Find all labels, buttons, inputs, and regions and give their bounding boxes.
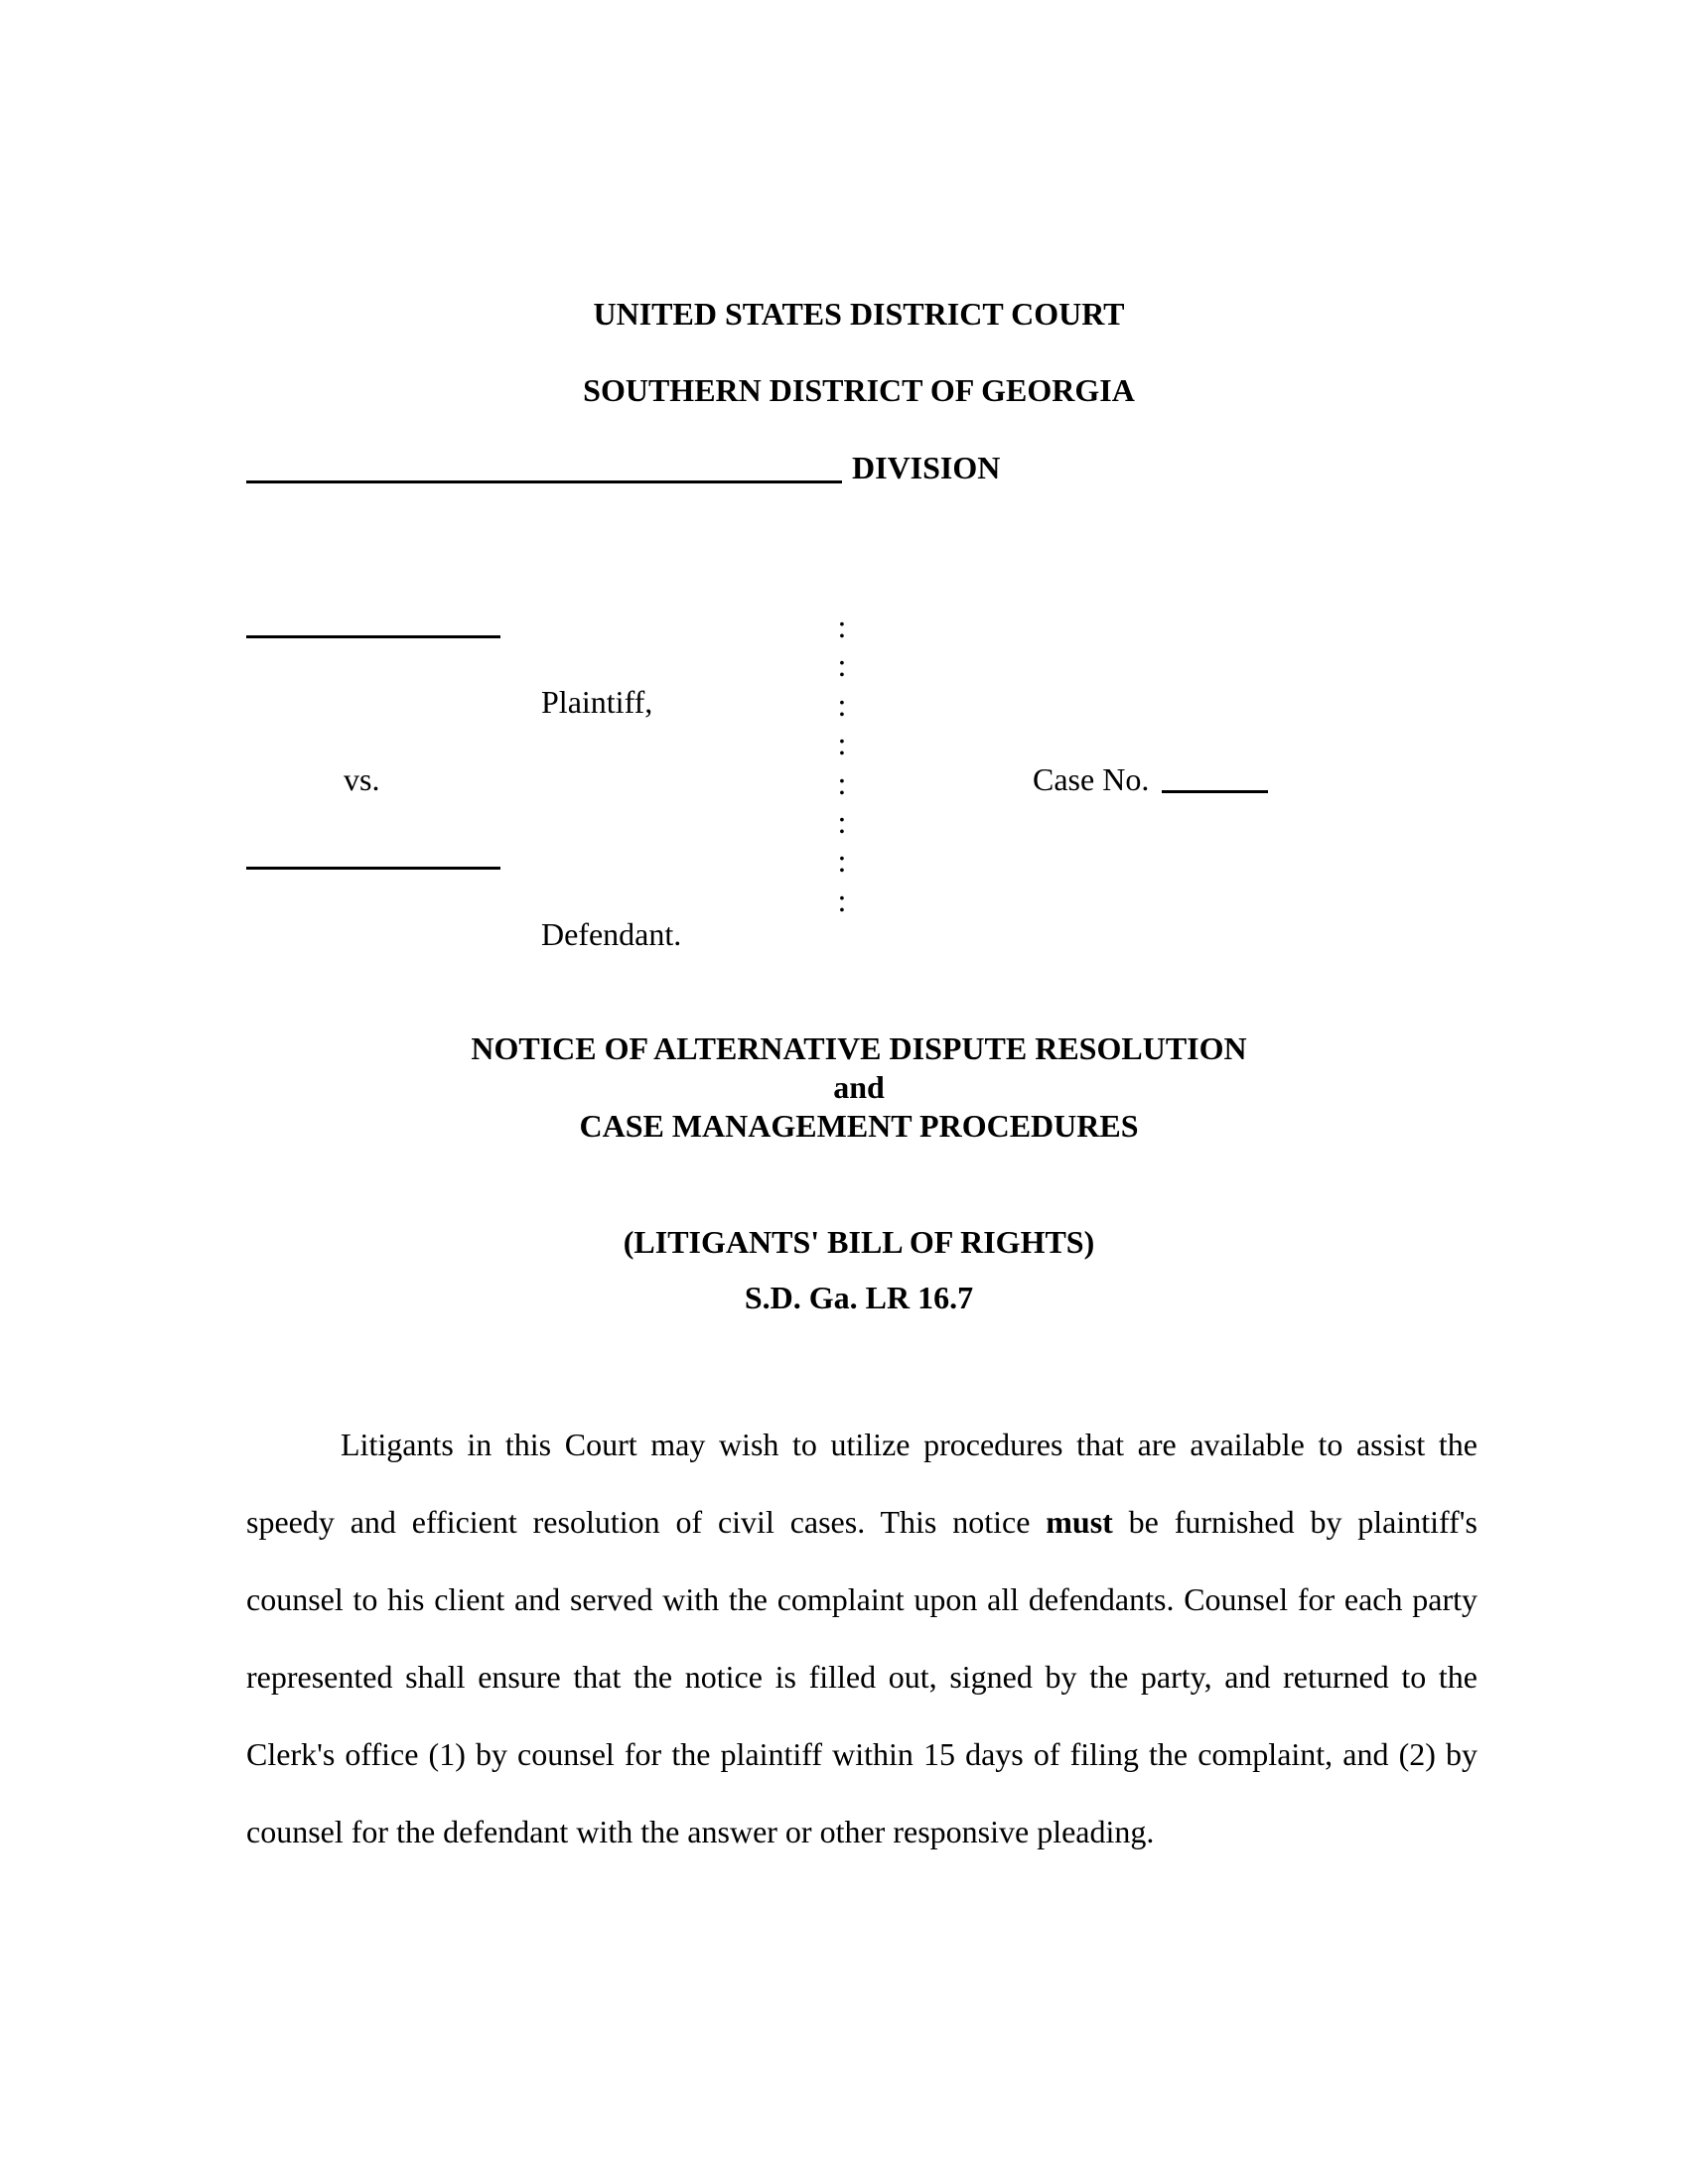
notice-title-line1: NOTICE OF ALTERNATIVE DISPUTE RESOLUTION [471, 1030, 1247, 1066]
body-line-2 [246, 1483, 1477, 1561]
case-number-label: Case No. [1033, 761, 1150, 797]
defendant-name-blank-line[interactable] [246, 867, 500, 870]
body-must-emphasis: must [1046, 1504, 1113, 1540]
district-name: SOUTHERN DISTRICT OF GEORGIA [583, 372, 1135, 408]
body-line-3: counsel to his client and served with the complaint upon all defendants. Counsel for each party [246, 1581, 1477, 1617]
colon-6: : [837, 803, 847, 840]
body-line-5: Clerk's office (1) by counsel for the plaintiff within 15 days of filing the complaint, and (2) by [246, 1736, 1477, 1772]
body-line-2-start: speedy and efficient resolution of civil cases. This notice [246, 1504, 1047, 1540]
colon-1: : [837, 609, 847, 644]
body-line-6: counsel for the defendant with the answer or other responsive pleading. [246, 1814, 1155, 1849]
case-number-blank-line[interactable] [1162, 790, 1268, 793]
body-line-2-end: be furnished by plaintiff's [1112, 1504, 1478, 1540]
colon-3: : [837, 686, 847, 723]
colon-4: : [837, 726, 847, 762]
colon-5: : [837, 764, 847, 801]
colon-7: : [837, 843, 847, 880]
subtitle-line1: (LITIGANTS' BILL OF RIGHTS) [623, 1224, 1095, 1260]
body-line-4: represented shall ensure that the notice is filled out, signed by the party, and returned to the [246, 1659, 1477, 1695]
court-name: UNITED STATES DISTRICT COURT [593, 296, 1125, 332]
colon-2: : [837, 647, 847, 684]
division-label: DIVISION [852, 450, 1001, 485]
defendant-label: Defendant. [541, 916, 682, 952]
notice-title-line3: CASE MANAGEMENT PROCEDURES [579, 1108, 1139, 1144]
body-line-1: Litigants in this Court may wish to utilize procedures that are available to assist the [341, 1427, 1477, 1462]
subtitle-line2: S.D. Ga. LR 16.7 [744, 1280, 974, 1315]
plaintiff-label: Plaintiff, [541, 684, 653, 720]
division-blank-line[interactable] [246, 480, 842, 483]
colon-8: : [837, 882, 847, 918]
caption-colon-column [832, 608, 852, 920]
body-paragraph [246, 1406, 1477, 1870]
plaintiff-name-blank-line[interactable] [246, 635, 500, 638]
versus-label: vs. [344, 761, 380, 797]
notice-title-line2: and [833, 1069, 885, 1105]
